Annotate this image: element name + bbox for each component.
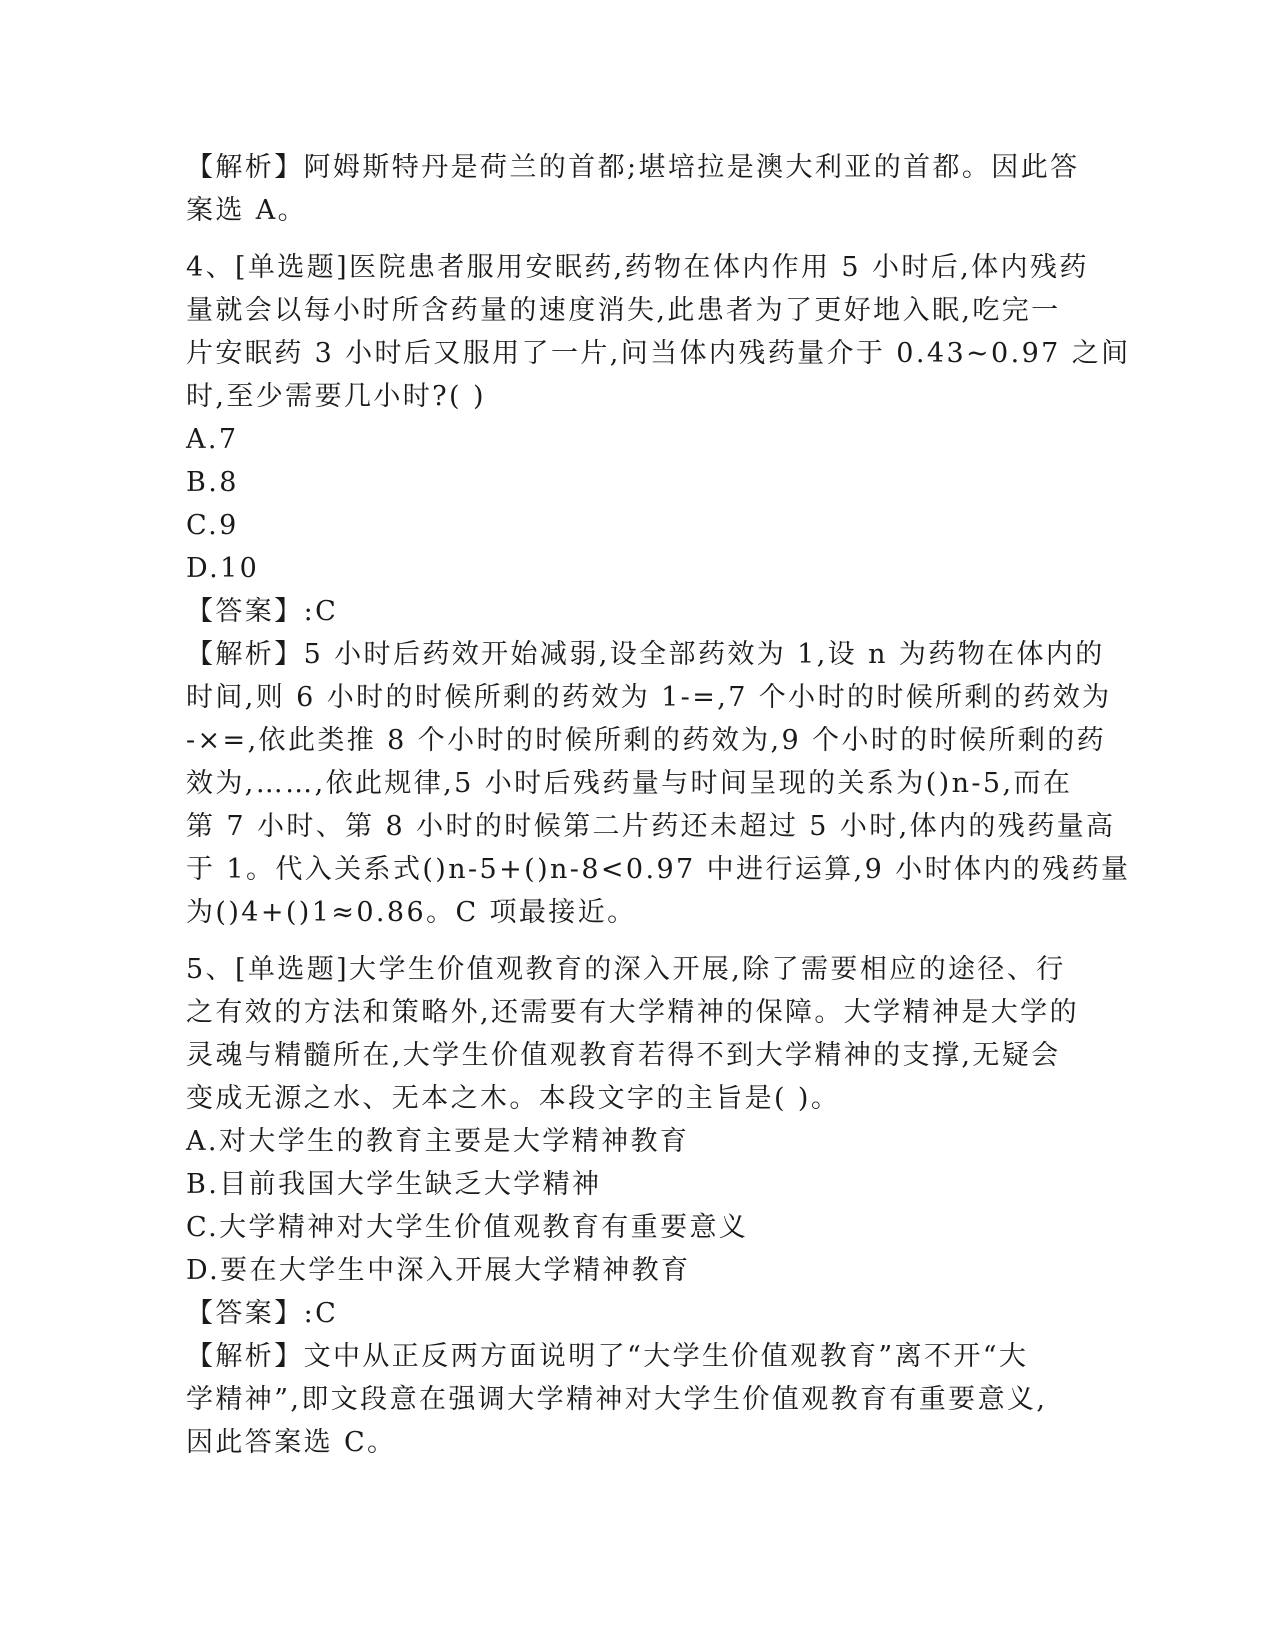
analysis-line: 案选 A。 — [186, 195, 308, 226]
analysis-line: 效为,……,依此规律,5 小时后残药量与时间呈现的关系为()n-5,而在 — [186, 768, 1073, 799]
document-page — [186, 146, 1131, 1464]
question-stem-line: 片安眠药 3 小时后又服用了一片,问当体内残药量介于 0.43~0.97 之间 — [186, 338, 1131, 369]
section-gap — [186, 232, 1086, 246]
question-stem-line: 时,至少需要几小时?( ) — [186, 381, 486, 412]
analysis-line: 学精神”,即文段意在强调大学精神对大学生价值观教育有重要意义, — [186, 1384, 1048, 1415]
option-b: B.8 — [186, 467, 239, 498]
option-d: D.10 — [186, 553, 260, 584]
analysis-line: 第 7 小时、第 8 小时的时候第二片药还未超过 5 小时,体内的残药量高 — [186, 811, 1116, 842]
analysis-line: 因此答案选 C。 — [186, 1427, 397, 1458]
analysis-line: 为()4+()1≈0.86。C 项最接近。 — [186, 897, 637, 928]
option-d: D.要在大学生中深入开展大学精神教育 — [186, 1255, 691, 1286]
answer-line: 【答案】:C — [186, 1298, 339, 1329]
question-5 — [186, 948, 1086, 1464]
question-stem-line: 灵魂与精髓所在,大学生价值观教育若得不到大学精神的支撑,无疑会 — [186, 1040, 1061, 1071]
analysis-line: 于 1。代入关系式()n-5+()n-8<0.97 中进行运算,9 小时体内的残药量 — [186, 854, 1131, 885]
question-stem-line: 量就会以每小时所含药量的速度消失,此患者为了更好地入眠,吃完一 — [186, 295, 1061, 326]
prev-question-analysis — [186, 146, 1086, 232]
option-c: C.9 — [186, 510, 239, 541]
analysis-line: -×=,依此类推 8 个小时的时候所剩的药效为,9 个小时的时候所剩的药 — [186, 725, 1107, 756]
option-b: B.目前我国大学生缺乏大学精神 — [186, 1169, 602, 1200]
option-a: A.对大学生的教育主要是大学精神教育 — [186, 1126, 690, 1157]
question-4 — [186, 246, 1131, 934]
analysis-line: 【解析】5 小时后药效开始减弱,设全部药效为 1,设 n 为药物在体内的 — [186, 639, 1105, 670]
section-gap — [186, 934, 1086, 948]
answer-line: 【答案】:C — [186, 596, 339, 627]
analysis-line: 【解析】文中从正反两方面说明了“大学生价值观教育”离不开“大 — [186, 1341, 1029, 1372]
analysis-line: 【解析】阿姆斯特丹是荷兰的首都;堪培拉是澳大利亚的首都。因此答 — [186, 152, 1080, 183]
question-stem-line: 4、[单选题]医院患者服用安眠药,药物在体内作用 5 小时后,体内残药 — [186, 252, 1089, 283]
question-stem-line: 5、[单选题]大学生价值观教育的深入开展,除了需要相应的途径、行 — [186, 954, 1066, 985]
question-stem-line: 之有效的方法和策略外,还需要有大学精神的保障。大学精神是大学的 — [186, 997, 1079, 1028]
question-stem-line: 变成无源之水、无本之木。本段文字的主旨是( )。 — [186, 1083, 841, 1114]
option-c: C.大学精神对大学生价值观教育有重要意义 — [186, 1212, 749, 1243]
analysis-line: 时间,则 6 小时的时候所剩的药效为 1-=,7 个小时的时候所剩的药效为 — [186, 682, 1112, 713]
option-a: A.7 — [186, 424, 239, 455]
